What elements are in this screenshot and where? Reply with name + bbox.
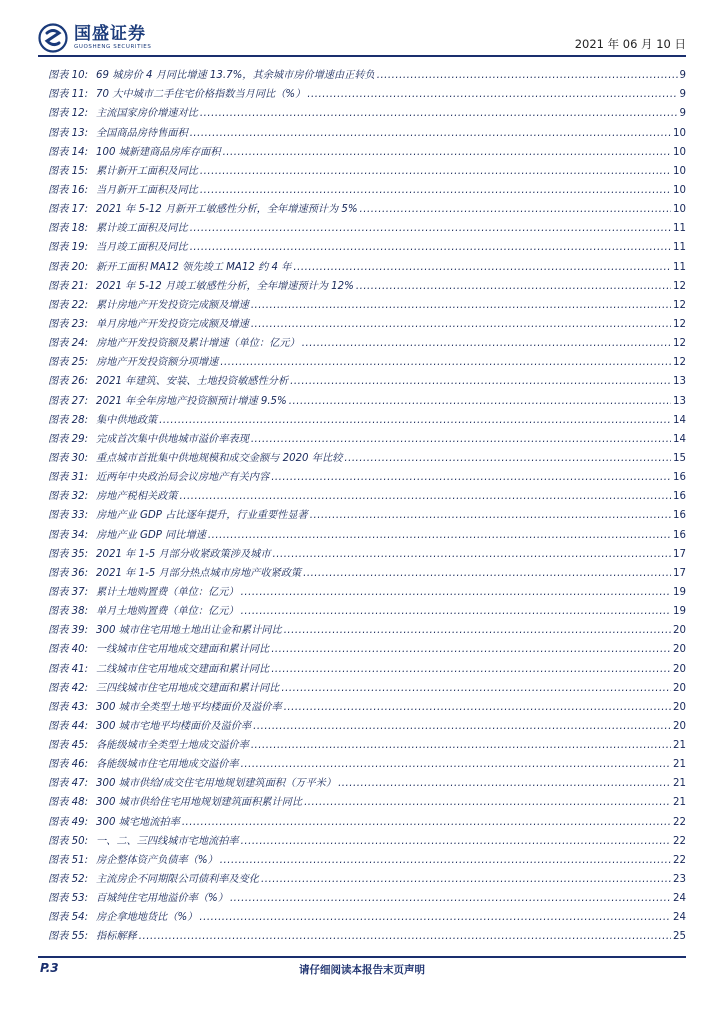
toc-entry-page: 21: [673, 797, 686, 809]
toc-entry-label: 图表 43:: [48, 701, 89, 713]
toc-entry-page: 22: [673, 854, 686, 866]
toc-entry-label: 图表 54:: [48, 912, 89, 924]
toc-entry-label: 图表 48:: [48, 797, 89, 809]
footer-divider: [38, 956, 686, 958]
toc-entry[interactable]: [48, 579, 686, 598]
toc-entry-label: 图表 51:: [48, 854, 89, 866]
toc-entry-title: 70 大中城市二手住宅价格指数当月同比（%）: [96, 89, 306, 101]
toc-entry-title: 房地产业 GDP 同比增速: [96, 529, 206, 541]
toc-entry-title: 百城纯住宅用地溢价率（%）: [96, 893, 228, 905]
toc-leader-dots: [241, 606, 671, 617]
toc-entry-page: 16: [673, 472, 686, 484]
toc-entry[interactable]: [48, 215, 686, 234]
toc-leader-dots: [284, 702, 671, 713]
toc-entry-label: 图表 53:: [48, 893, 89, 905]
toc-leader-dots: [289, 396, 671, 407]
toc-entry-page: 12: [673, 357, 686, 369]
toc-entry[interactable]: [48, 502, 686, 521]
toc-leader-dots: [271, 472, 671, 483]
toc-entry-label: 图表 36:: [48, 567, 89, 579]
toc-entry-label: 图表 16:: [48, 184, 89, 196]
toc-entry[interactable]: [48, 349, 686, 368]
toc-leader-dots: [251, 300, 671, 311]
toc-leader-dots: [223, 147, 671, 158]
toc-entry-label: 图表 45:: [48, 740, 89, 752]
toc-entry-label: 图表 35:: [48, 548, 89, 560]
toc-entry-title: 2021 年 1-5 月部分收紧政策涉及城市: [96, 548, 271, 560]
toc-entry-title: 一线城市住宅用地成交建面和累计同比: [96, 644, 270, 656]
toc-entry[interactable]: [48, 368, 686, 387]
toc-entry-title: 300 城宅地流拍率: [96, 816, 180, 828]
toc-leader-dots: [356, 281, 671, 292]
toc-entry[interactable]: [48, 311, 686, 330]
toc-entry[interactable]: [48, 885, 686, 904]
toc-leader-dots: [241, 836, 671, 847]
toc-entry-page: 16: [673, 529, 686, 541]
toc-leader-dots: [290, 376, 671, 387]
toc-entry-page: 20: [673, 644, 686, 656]
toc-entry-label: 图表 38:: [48, 606, 89, 618]
toc-leader-dots: [200, 185, 671, 196]
toc-entry-title: 集中供地政策: [96, 414, 158, 426]
toc-entry-title: 房地产开发投资额分项增速: [96, 357, 219, 369]
toc-entry-page: 16: [673, 510, 686, 522]
toc-entry-label: 图表 31:: [48, 472, 89, 484]
toc-entry-label: 图表 39:: [48, 625, 89, 637]
logo-english-name: GUOSHENG SECURITIES: [74, 44, 152, 50]
toc-entry-page: 22: [673, 816, 686, 828]
toc-entry-title: 近两年中央政治局会议房地产有关内容: [96, 472, 270, 484]
toc-entry-page: 12: [673, 280, 686, 292]
toc-leader-dots: [293, 262, 671, 273]
company-logo: [38, 22, 151, 54]
toc-entry[interactable]: [48, 694, 686, 713]
toc-entry-title: 累计土地购置费（单位：亿元）: [96, 586, 239, 598]
toc-entry-label: 图表 40:: [48, 644, 89, 656]
toc-entry-title: 完成首次集中供地城市溢价率表现: [96, 433, 249, 445]
toc-entry-page: 23: [673, 874, 686, 886]
toc-entry-page: 25: [673, 931, 686, 943]
toc-entry[interactable]: [48, 560, 686, 579]
toc-entry[interactable]: [48, 196, 686, 215]
toc-entry-title: 当月竣工面积及同比: [96, 242, 188, 254]
toc-entry[interactable]: [48, 541, 686, 560]
toc-entry-title: 300 城市供给/成交住宅用地规划建筑面积（万平米）: [96, 778, 337, 790]
toc-entry-label: 图表 10:: [48, 70, 89, 82]
toc-entry-title: 房地产业 GDP 占比逐年提升，行业重要性显著: [96, 510, 308, 522]
toc-entry-label: 图表 23:: [48, 318, 89, 330]
toc-entry[interactable]: [48, 253, 686, 272]
toc-entry-title: 二线城市住宅用地成交建面和累计同比: [96, 663, 270, 675]
toc-leader-dots: [253, 721, 671, 732]
toc-leader-dots: [377, 70, 678, 81]
page-header: [38, 20, 686, 56]
toc-leader-dots: [139, 931, 671, 942]
toc-entry-label: 图表 21:: [48, 280, 89, 292]
toc-leader-dots: [190, 223, 671, 234]
toc-leader-dots: [180, 491, 672, 502]
toc-entry-page: 22: [673, 835, 686, 847]
toc-entry-label: 图表 17:: [48, 204, 89, 216]
toc-leader-dots: [273, 549, 672, 560]
toc-entry[interactable]: [48, 923, 686, 942]
toc-entry-page: 10: [673, 127, 686, 139]
toc-entry[interactable]: [48, 636, 686, 655]
toc-entry-title: 单月土地购置费（单位：亿元）: [96, 606, 239, 618]
toc-leader-dots: [190, 242, 671, 253]
toc-entry[interactable]: [48, 789, 686, 808]
toc-entry[interactable]: [48, 655, 686, 674]
toc-leader-dots: [220, 855, 671, 866]
toc-entry-label: 图表 29:: [48, 433, 89, 445]
toc-leader-dots: [182, 817, 671, 828]
toc-entry[interactable]: [48, 234, 686, 253]
toc-entry-page: 24: [673, 893, 686, 905]
toc-leader-dots: [261, 874, 671, 885]
toc-leader-dots: [271, 664, 671, 675]
toc-entry-title: 一、二、三四线城市宅地流拍率: [96, 835, 239, 847]
toc-entry-label: 图表 46:: [48, 759, 89, 771]
toc-entry[interactable]: [48, 675, 686, 694]
toc-entry-page: 9: [679, 108, 686, 120]
toc-leader-dots: [251, 434, 671, 445]
toc-entry-page: 19: [673, 586, 686, 598]
toc-entry-title: 房企整体资产负债率（%）: [96, 854, 218, 866]
toc-entry-label: 图表 42:: [48, 682, 89, 694]
toc-entry-page: 20: [673, 720, 686, 732]
toc-entry-label: 图表 52:: [48, 874, 89, 886]
toc-entry-title: 100 城新建商品房库存面积: [96, 146, 221, 158]
toc-entry-page: 11: [673, 261, 686, 273]
toc-entry-title: 指标解释: [96, 931, 137, 943]
toc-entry[interactable]: [48, 273, 686, 292]
toc-entry-title: 当月新开工面积及同比: [96, 184, 198, 196]
toc-entry-label: 图表 25:: [48, 357, 89, 369]
toc-entry[interactable]: [48, 387, 686, 406]
toc-entry-page: 15: [673, 452, 686, 464]
toc-entry-label: 图表 50:: [48, 835, 89, 847]
toc-entry-page: 21: [673, 740, 686, 752]
toc-entry-page: 16: [673, 491, 686, 503]
toc-entry-page: 10: [673, 146, 686, 158]
page-number: P.3: [40, 961, 59, 975]
toc-entry-page: 13: [673, 395, 686, 407]
toc-entry[interactable]: [48, 617, 686, 636]
toc-leader-dots: [338, 778, 671, 789]
toc-entry-page: 11: [673, 223, 686, 235]
toc-leader-dots: [360, 204, 671, 215]
toc-entry[interactable]: [48, 119, 686, 138]
toc-entry[interactable]: [48, 407, 686, 426]
toc-entry-page: 14: [673, 433, 686, 445]
toc-leader-dots: [208, 530, 671, 541]
toc-leader-dots: [200, 166, 671, 177]
toc-entry-label: 图表 20:: [48, 261, 89, 273]
figure-index: [48, 62, 686, 942]
toc-entry-title: 2021 年 1-5 月部分热点城市房地产收紧政策: [96, 567, 302, 579]
toc-entry-title: 房企拿地地货比（%）: [96, 912, 198, 924]
toc-entry-label: 图表 12:: [48, 108, 89, 120]
toc-entry[interactable]: [48, 177, 686, 196]
toc-entry-label: 图表 13:: [48, 127, 89, 139]
toc-entry-title: 单月房地产开发投资完成额及增速: [96, 318, 249, 330]
toc-entry-title: 300 城市住宅用地土地出让金和累计同比: [96, 625, 282, 637]
toc-leader-dots: [190, 128, 671, 139]
toc-entry-label: 图表 30:: [48, 452, 89, 464]
header-divider: [38, 55, 686, 57]
toc-entry-label: 图表 22:: [48, 299, 89, 311]
toc-entry-title: 主流国家房价增速对比: [96, 108, 198, 120]
toc-entry-page: 11: [673, 242, 686, 254]
toc-entry[interactable]: [48, 464, 686, 483]
toc-entry-title: 2021 年全年房地产投资额预计增速 9.5%: [96, 395, 287, 407]
toc-entry[interactable]: [48, 139, 686, 158]
toc-entry[interactable]: [48, 828, 686, 847]
toc-entry-title: 新开工面积 MA12 领先竣工 MA12 约 4 年: [96, 261, 292, 273]
toc-entry-label: 图表 19:: [48, 242, 89, 254]
toc-entry-page: 20: [673, 682, 686, 694]
toc-leader-dots: [303, 568, 671, 579]
toc-leader-dots: [159, 415, 671, 426]
toc-entry-page: 13: [673, 376, 686, 388]
toc-entry[interactable]: [48, 81, 686, 100]
toc-entry-page: 20: [673, 663, 686, 675]
toc-entry[interactable]: [48, 866, 686, 885]
toc-entry[interactable]: [48, 808, 686, 827]
toc-entry-title: 累计新开工面积及同比: [96, 165, 198, 177]
toc-entry-label: 图表 26:: [48, 376, 89, 388]
toc-entry-label: 图表 49:: [48, 816, 89, 828]
toc-entry-page: 17: [673, 548, 686, 560]
toc-entry[interactable]: [48, 751, 686, 770]
toc-entry-label: 图表 32:: [48, 491, 89, 503]
toc-entry-title: 2021 年 5-12 月新开工敏感性分析，全年增速预计为 5%: [96, 204, 358, 216]
toc-entry-page: 24: [673, 912, 686, 924]
toc-entry-page: 12: [673, 299, 686, 311]
toc-leader-dots: [344, 453, 671, 464]
toc-leader-dots: [241, 587, 671, 598]
toc-entry-label: 图表 15:: [48, 165, 89, 177]
toc-entry-title: 房地产开发投资额及累计增速（单位：亿元）: [96, 338, 300, 350]
toc-entry-page: 21: [673, 759, 686, 771]
toc-leader-dots: [310, 510, 671, 521]
toc-leader-dots: [251, 319, 671, 330]
disclaimer-note: 请仔细阅读本报告末页声明: [299, 964, 425, 976]
toc-entry[interactable]: [48, 732, 686, 751]
toc-entry-title: 300 城市供给住宅用地规划建筑面积累计同比: [96, 797, 303, 809]
toc-leader-dots: [281, 683, 671, 694]
logo-chinese-name: 国盛证券: [74, 24, 146, 44]
toc-leader-dots: [200, 108, 678, 119]
report-date: 2021 年 06 月 10 日: [574, 37, 686, 51]
toc-entry-page: 20: [673, 701, 686, 713]
toc-entry[interactable]: [48, 713, 686, 732]
toc-entry-page: 20: [673, 625, 686, 637]
toc-entry-page: 14: [673, 414, 686, 426]
toc-entry-title: 300 城市宅地平均楼面价及溢价率: [96, 720, 252, 732]
toc-entry[interactable]: [48, 483, 686, 502]
toc-entry-page: 9: [679, 70, 686, 82]
toc-entry-page: 17: [673, 567, 686, 579]
toc-entry-title: 各能级城市住宅用地成交溢价率: [96, 759, 239, 771]
toc-leader-dots: [251, 740, 671, 751]
toc-entry[interactable]: [48, 62, 686, 81]
toc-entry-title: 全国商品房待售面积: [96, 127, 188, 139]
toc-entry-page: 10: [673, 165, 686, 177]
toc-leader-dots: [302, 338, 671, 349]
toc-entry-page: 10: [673, 204, 686, 216]
toc-entry-page: 21: [673, 778, 686, 790]
toc-entry-label: 图表 47:: [48, 778, 89, 790]
toc-entry-label: 图表 27:: [48, 395, 89, 407]
toc-entry[interactable]: [48, 445, 686, 464]
toc-leader-dots: [307, 89, 677, 100]
toc-entry-label: 图表 55:: [48, 931, 89, 943]
toc-entry[interactable]: [48, 521, 686, 540]
toc-leader-dots: [304, 797, 671, 808]
toc-leader-dots: [241, 759, 671, 770]
toc-entry-title: 三四线城市住宅用地成交建面和累计同比: [96, 682, 280, 694]
toc-entry-title: 主流房企不同期限公司债利率及变化: [96, 874, 259, 886]
toc-entry-label: 图表 33:: [48, 510, 89, 522]
toc-entry[interactable]: [48, 292, 686, 311]
toc-entry[interactable]: [48, 100, 686, 119]
toc-entry-label: 图表 11:: [48, 89, 89, 101]
toc-entry[interactable]: [48, 904, 686, 923]
toc-entry-title: 累计竣工面积及同比: [96, 223, 188, 235]
toc-entry-title: 300 城市全类型土地平均楼面价及溢价率: [96, 701, 282, 713]
toc-entry-label: 图表 34:: [48, 529, 89, 541]
toc-entry[interactable]: [48, 330, 686, 349]
toc-entry-title: 房地产税相关政策: [96, 491, 178, 503]
logo-emblem-icon: [38, 23, 68, 53]
toc-leader-dots: [271, 644, 671, 655]
toc-entry-label: 图表 44:: [48, 720, 89, 732]
toc-leader-dots: [230, 893, 671, 904]
toc-entry-label: 图表 14:: [48, 146, 89, 158]
toc-entry-title: 重点城市首批集中供地规模和成交金额与 2020 年比较: [96, 452, 343, 464]
toc-entry[interactable]: [48, 426, 686, 445]
toc-entry-label: 图表 28:: [48, 414, 89, 426]
toc-entry-title: 各能级城市全类型土地成交溢价率: [96, 740, 249, 752]
toc-entry[interactable]: [48, 598, 686, 617]
toc-entry-label: 图表 41:: [48, 663, 89, 675]
toc-entry-page: 10: [673, 184, 686, 196]
toc-entry-page: 12: [673, 318, 686, 330]
toc-entry-title: 2021 年 5-12 月竣工敏感性分析，全年增速预计为 12%: [96, 280, 354, 292]
toc-entry-title: 累计房地产开发投资完成额及增速: [96, 299, 249, 311]
toc-entry-page: 9: [679, 89, 686, 101]
toc-entry[interactable]: [48, 847, 686, 866]
toc-entry[interactable]: [48, 158, 686, 177]
toc-leader-dots: [199, 912, 671, 923]
toc-entry-label: 图表 37:: [48, 586, 89, 598]
toc-entry-label: 图表 24:: [48, 338, 89, 350]
toc-entry-page: 19: [673, 606, 686, 618]
toc-entry-title: 2021 年建筑、安装、土地投资敏感性分析: [96, 376, 289, 388]
toc-entry[interactable]: [48, 770, 686, 789]
toc-leader-dots: [220, 357, 671, 368]
toc-entry-page: 12: [673, 338, 686, 350]
toc-entry-label: 图表 18:: [48, 223, 89, 235]
toc-entry-title: 69 城房价 4 月同比增速 13.7%，其余城市房价增速由正转负: [96, 70, 375, 82]
toc-leader-dots: [284, 625, 671, 636]
